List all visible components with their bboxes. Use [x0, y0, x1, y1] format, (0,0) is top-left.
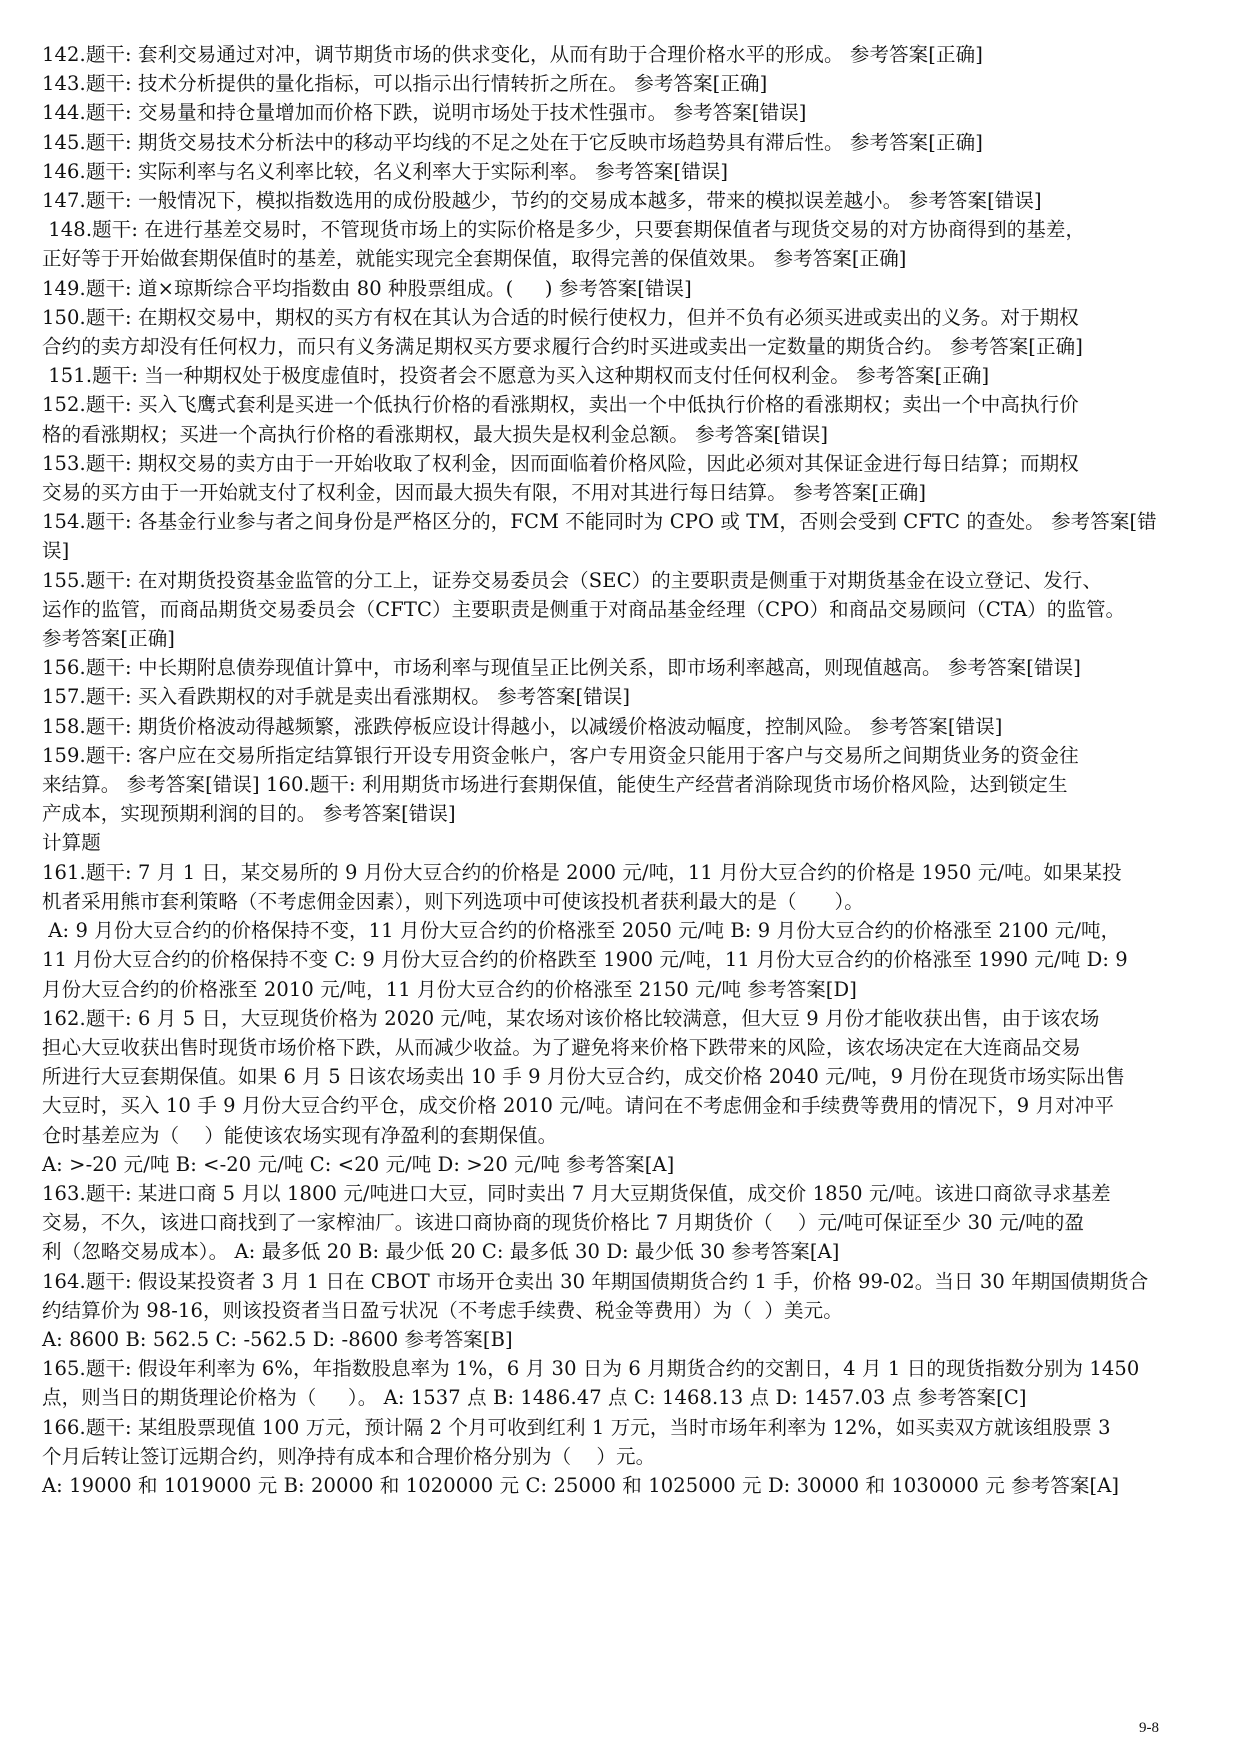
text-line: 大豆时，买入 10 手 9 月份大豆合约平仓，成交价格 2010 元/吨。请问在不考虑佣金和手续费等费用的情况下，9 月对冲平	[42, 1094, 1115, 1118]
text-line: 145.题干: 期货交易技术分析法中的移动平均线的不足之处在于它反映市场趋势具有滞后性。 参考答案[正确]	[42, 130, 983, 154]
text-line: 利（忽略交易成本）。 A: 最多低 20 B: 最少低 20 C: 最多低 30 D: 最少低 30 参考答案[A]	[42, 1240, 840, 1264]
text-line: 144.题干: 交易量和持仓量增加而价格下跌，说明市场处于技术性强市。 参考答案[错误]	[42, 101, 807, 125]
text-line: 格的看涨期权；买进一个高执行价格的看涨期权，最大损失是权利金总额。 参考答案[错误]	[42, 422, 829, 446]
text-line: 运作的监管，而商品期货交易委员会（CFTC）主要职责是侧重于对商品基金经理（CPO）和商品交易顾问（CTA）的监管。	[42, 597, 1126, 621]
text-line: 交易，不久，该进口商找到了一家榨油厂。该进口商协商的现货价格比 7 月期货价（ ）元/吨可保证至少 30 元/吨的盈	[42, 1211, 1085, 1235]
text-line: 156.题干: 中长期附息债券现值计算中，市场利率与现值呈正比例关系，即市场利率越高，则现值越高。 参考答案[错误]	[42, 656, 1081, 680]
text-line: 152.题干: 买入飞鹰式套利是买进一个低执行价格的看涨期权，卖出一个中低执行价格的看涨期权；卖出一个中高执行价	[42, 393, 1079, 417]
text-line: 来结算。 参考答案[错误] 160.题干: 利用期货市场进行套期保值，能使生产经营者消除现货市场价格风险，达到锁定生	[42, 773, 1068, 797]
text-line: 165.题干: 假设年利率为 6%，年指数股息率为 1%，6 月 30 日为 6 月期货合约的交割日，4 月 1 日的现货指数分别为 1450	[42, 1357, 1140, 1381]
text-line: 154.题干: 各基金行业参与者之间身份是严格区分的，FCM 不能同时为 CPO 或 TM，否则会受到 CFTC 的查处。 参考答案[错	[42, 510, 1157, 534]
text-line: 166.题干: 某组股票现值 100 万元，预计隔 2 个月可收到红利 1 万元，当时市场年利率为 12%，如买卖双方就该组股票 3	[42, 1415, 1111, 1439]
page-number: 9-8	[1139, 1720, 1159, 1736]
text-line: 点，则当日的期货理论价格为（ ）。 A: 1537 点 B: 1486.47 点 C: 1468.13 点 D: 1457.03 点 参考答案[C]	[42, 1386, 1027, 1410]
text-line: 所进行大豆套期保值。如果 6 月 5 日该农场卖出 10 手 9 月份大豆合约，成交价格 2040 元/吨，9 月份在现货市场实际出售	[42, 1065, 1126, 1089]
text-line: 担心大豆收获出售时现货市场价格下跌，从而减少收益。为了避免将来价格下跌带来的风险，该农场决定在大连商品交易	[42, 1035, 1081, 1059]
text-line: 仓时基差应为（ ）能使该农场实现有净盈利的套期保值。	[42, 1123, 558, 1147]
text-line: 146.题干: 实际利率与名义利率比较，名义利率大于实际利率。 参考答案[错误]	[42, 159, 729, 183]
text-line: 163.题干: 某进口商 5 月以 1800 元/吨进口大豆，同时卖出 7 月大豆期货保值，成交价 1850 元/吨。该进口商欲寻求基差	[42, 1181, 1111, 1205]
text-line: 153.题干: 期权交易的卖方由于一开始收取了权利金，因而面临着价格风险，因此必须对其保证金进行每日结算；而期权	[42, 451, 1079, 475]
text-line: 11 月份大豆合约的价格保持不变 C: 9 月份大豆合约的价格跌至 1900 元/吨，11 月份大豆合约的价格涨至 1990 元/吨 D: 9	[42, 948, 1128, 972]
text-line: 150.题干: 在期权交易中，期权的买方有权在其认为合适的时候行使权力，但并不负有必须买进或卖出的义务。对于期权	[42, 305, 1079, 329]
text-line: 143.题干: 技术分析提供的量化指标，可以指示出行情转折之所在。 参考答案[正确]	[42, 72, 768, 96]
text-line: A: >-20 元/吨 B: <-20 元/吨 C: <20 元/吨 D: >20 元/吨 参考答案[A]	[42, 1152, 675, 1176]
text-line: 机者采用熊市套利策略（不考虑佣金因素），则下列选项中可使该投机者获利最大的是（ ）。	[42, 889, 864, 913]
text-line: 149.题干: 道×琼斯综合平均指数由 80 种股票组成。( ) 参考答案[错误]	[42, 276, 692, 300]
text-line: 约结算价为 98-16，则该投资者当日盈亏状况（不考虑手续费、税金等费用）为（ ）美元。	[42, 1298, 843, 1322]
text-line: 161.题干: 7 月 1 日，某交易所的 9 月份大豆合约的价格是 2000 元/吨，11 月份大豆合约的价格是 1950 元/吨。如果某投	[42, 860, 1122, 884]
text-line: A: 19000 和 1019000 元 B: 20000 和 1020000 元 C: 25000 和 1025000 元 D: 30000 和 1030000 元 参考答案[A]	[42, 1473, 1120, 1497]
text-line: 月份大豆合约的价格涨至 2010 元/吨，11 月份大豆合约的价格涨至 2150 元/吨 参考答案[D]	[42, 977, 857, 1001]
text-line: 142.题干: 套利交易通过对冲，调节期货市场的供求变化，从而有助于合理价格水平的形成。 参考答案[正确]	[42, 43, 983, 66]
text-line: 合约的卖方却没有任何权力，而只有义务满足期权买方要求履行合约时买进或卖出一定数量的期货合约。 参考答案[正确]	[42, 335, 1083, 359]
text-line: 个月后转让签订远期合约，则净持有成本和合理价格分别为（ ）元。	[42, 1444, 656, 1468]
text-line: 159.题干: 客户应在交易所指定结算银行开设专用资金帐户，客户专用资金只能用于客户与交易所之间期货业务的资金往	[42, 743, 1079, 767]
text-line: 正好等于开始做套期保值时的基差，就能实现完全套期保值，取得完善的保值效果。 参考答案[正确]	[42, 247, 907, 271]
text-line: A: 9 月份大豆合约的价格保持不变，11 月份大豆合约的价格涨至 2050 元/吨 B: 9 月份大豆合约的价格涨至 2100 元/吨，	[42, 919, 1121, 943]
text-line: 参考答案[正确]	[42, 627, 176, 651]
text-line: 误]	[42, 539, 70, 563]
text-line: 产成本，实现预期利润的目的。 参考答案[错误]	[42, 802, 456, 826]
text-line: 157.题干: 买入看跌期权的对手就是卖出看涨期权。 参考答案[错误]	[42, 685, 631, 709]
text-line: 148.题干: 在进行基差交易时，不管现货市场上的实际价格是多少，只要套期保值者与现货交易的对方协商得到的基差，	[42, 218, 1086, 242]
document-body	[42, 40, 1212, 1500]
text-line: 交易的买方由于一开始就支付了权利金，因而最大损失有限，不用对其进行每日结算。 参考答案[正确]	[42, 481, 927, 505]
section-heading: 计算题	[42, 831, 101, 855]
text-line: 147.题干: 一般情况下，模拟指数选用的成份股越少，节约的交易成本越多，带来的模拟误差越小。 参考答案[错误]	[42, 189, 1042, 213]
text-line: 164.题干: 假设某投资者 3 月 1 日在 CBOT 市场开仓卖出 30 年期国债期货合约 1 手，价格 99-02。当日 30 年期国债期货合	[42, 1269, 1149, 1293]
text-line: 162.题干: 6 月 5 日，大豆现货价格为 2020 元/吨，某农场对该价格比较满意，但大豆 9 月份才能收获出售，由于该农场	[42, 1006, 1100, 1030]
text-line: 151.题干: 当一种期权处于极度虚值时，投资者会不愿意为买入这种期权而支付任何权利金。 参考答案[正确]	[42, 364, 990, 388]
text-line: 158.题干: 期货价格波动得越频繁，涨跌停板应设计得越小，以减缓价格波动幅度，控制风险。 参考答案[错误]	[42, 714, 1003, 738]
text-line: A: 8600 B: 562.5 C: -562.5 D: -8600 参考答案[B]	[42, 1327, 513, 1351]
text-line: 155.题干: 在对期货投资基金监管的分工上，证券交易委员会（SEC）的主要职责是侧重于对期货基金在设立登记、发行、	[42, 568, 1102, 592]
